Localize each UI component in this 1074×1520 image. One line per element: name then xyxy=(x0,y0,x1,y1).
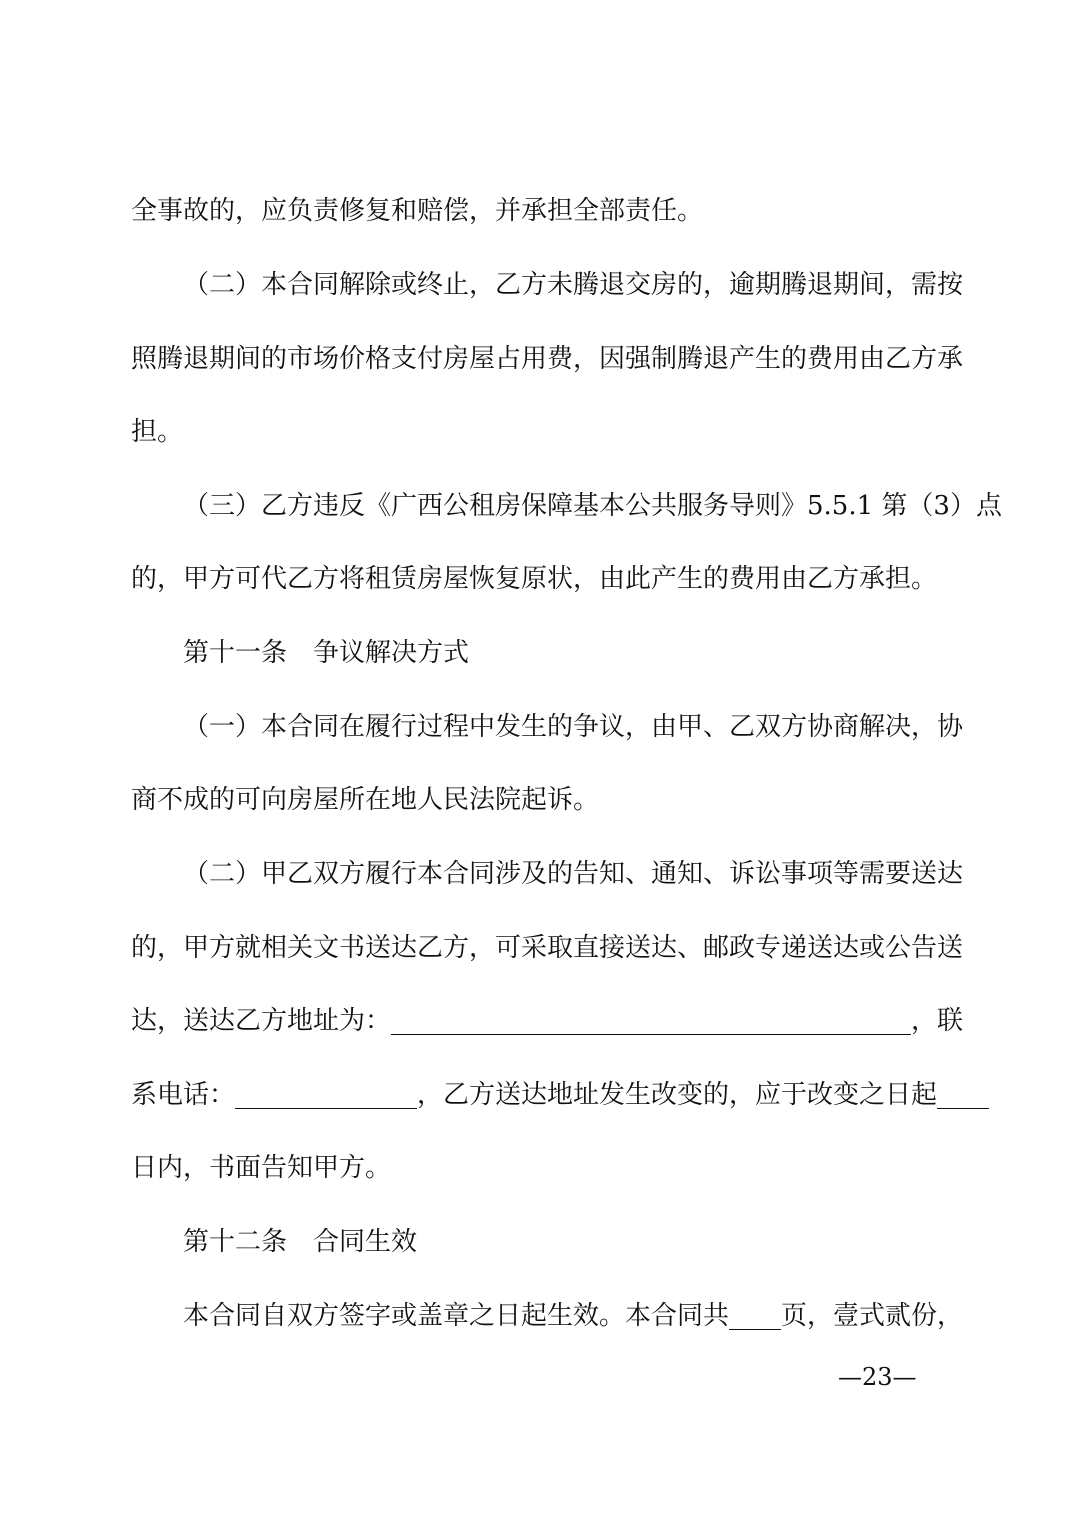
paragraph-line: （一）本合同在履行过程中发生的争议，由甲、乙双方协商解决，协 xyxy=(183,712,964,742)
page-number: —23— xyxy=(838,1363,917,1391)
paragraph-line: （二）本合同解除或终止，乙方未腾退交房的，逾期腾退期间，需按 xyxy=(183,270,964,300)
paragraph-line: 本合同自双方签字或盖章之日起生效。本合同共____页，壹式贰份， xyxy=(183,1301,964,1331)
paragraph-line: 全事故的，应负责修复和赔偿，并承担全部责任。 xyxy=(131,196,704,226)
section-heading: 第十二条 合同生效 xyxy=(183,1227,418,1257)
section-heading: 第十一条 争议解决方式 xyxy=(183,638,470,668)
paragraph-line: 达，送达乙方地址为：________________________________________，联 xyxy=(131,1006,964,1036)
paragraph-line: （三）乙方违反《广西公租房保障基本公共服务导则》5.5.1 第（3）点 xyxy=(183,491,1002,521)
paragraph-line: 商不成的可向房屋所在地人民法院起诉。 xyxy=(131,785,600,815)
paragraph-line: 系电话：______________，乙方送达地址发生改变的，应于改变之日起____ xyxy=(131,1080,990,1110)
paragraph-line: 日内，书面告知甲方。 xyxy=(131,1153,392,1183)
paragraph-line: 的，甲方就相关文书送达乙方，可采取直接送达、邮政专递送达或公告送 xyxy=(131,933,964,963)
paragraph-line: 照腾退期间的市场价格支付房屋占用费，因强制腾退产生的费用由乙方承 xyxy=(131,344,964,374)
paragraph-line: 的，甲方可代乙方将租赁房屋恢复原状，由此产生的费用由乙方承担。 xyxy=(131,564,938,594)
paragraph-line: 担。 xyxy=(131,417,184,447)
paragraph-line: （二）甲乙双方履行本合同涉及的告知、通知、诉讼事项等需要送达 xyxy=(183,859,964,889)
